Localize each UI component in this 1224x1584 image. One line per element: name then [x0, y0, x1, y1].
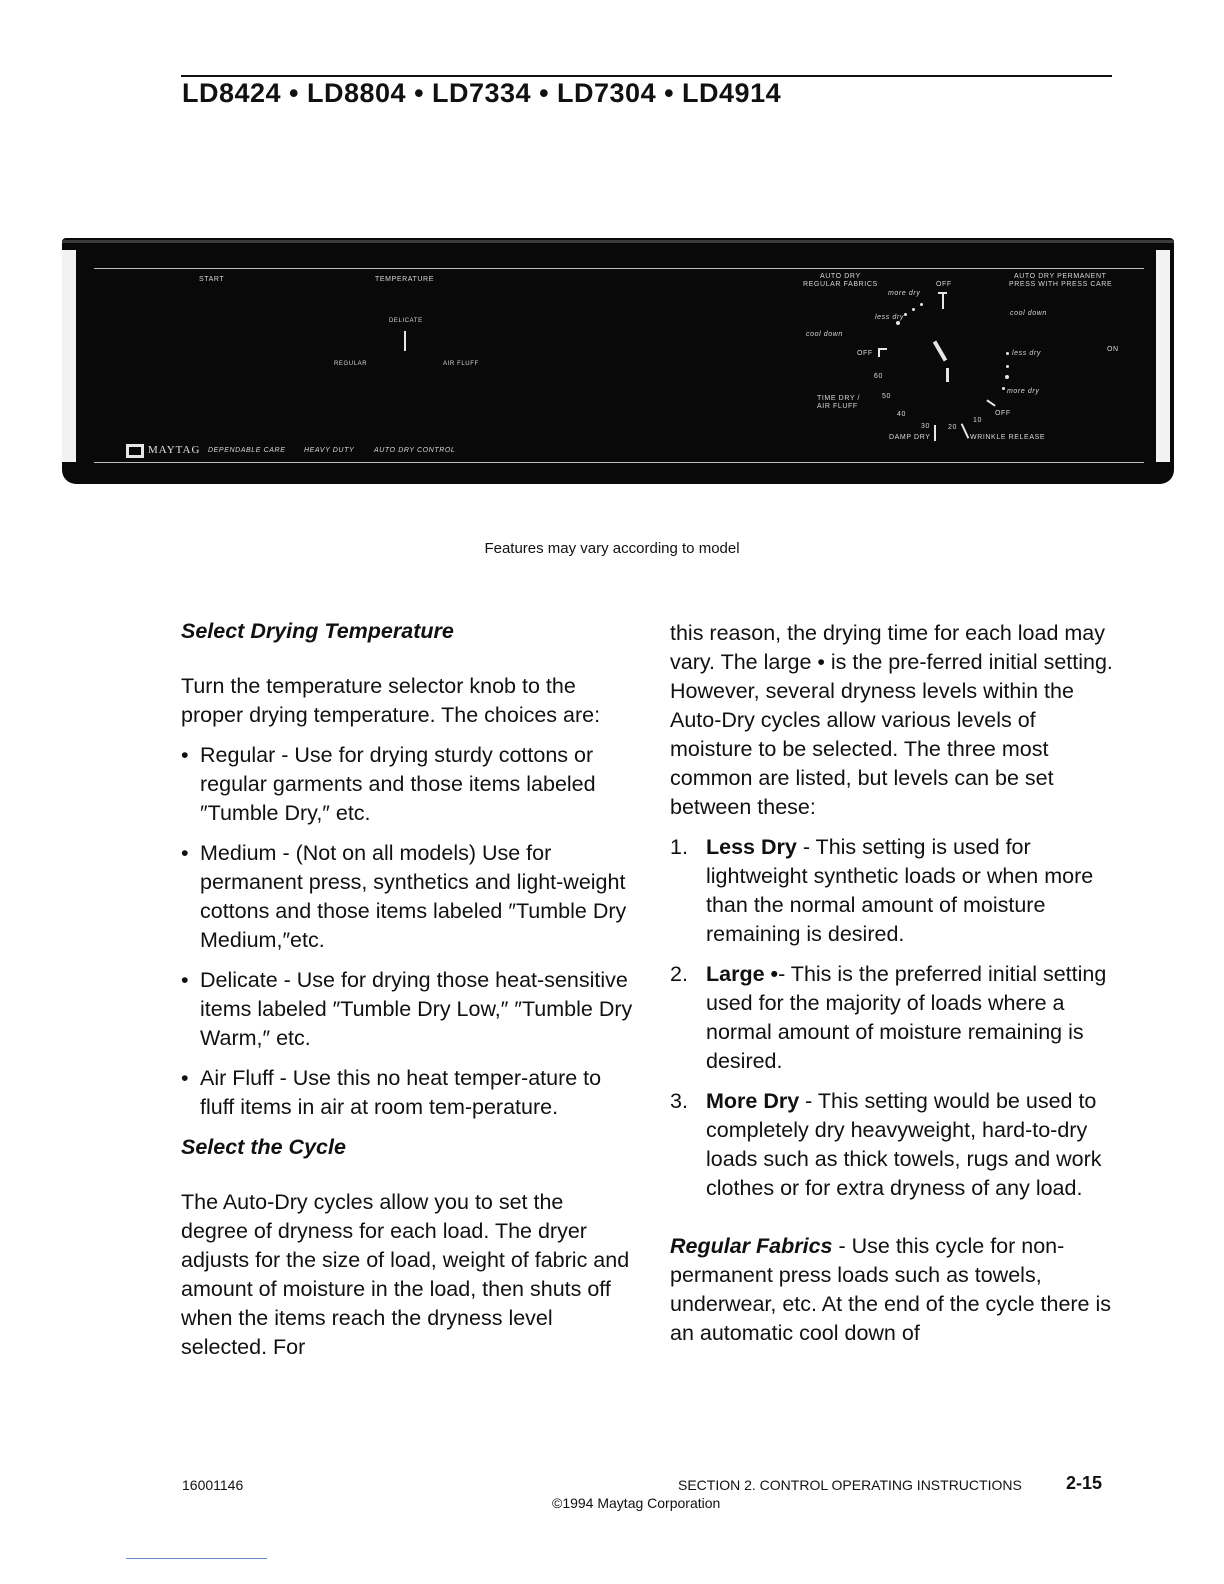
list-item-large-dot [670, 960, 1116, 1076]
maytag-logo-icon [126, 444, 144, 458]
bullet-air-fluff: • Air Fluff - Use this no heat temper-ature to fluff items in air at room tem-perature. [181, 1064, 633, 1122]
list-text: - This setting would be used to completely dry heavyweight, hard-to-dry loads such as thick towels, rugs and work clothes or for extra dryness of any load. [706, 1089, 1102, 1200]
regular-label: REGULAR [334, 361, 368, 367]
header-rule [181, 75, 1112, 77]
heading-select-temperature: Select Drying Temperature [181, 619, 454, 643]
auto-dry-control-label: AUTO DRY CONTROL [374, 447, 456, 454]
panel-right-edge [1156, 250, 1170, 462]
list-number: 1. [670, 835, 688, 859]
footer-short-rule [126, 1558, 267, 1559]
off-top-label: OFF [936, 281, 952, 288]
image-caption: Features may vary according to model [484, 540, 740, 557]
temperature-label: TEMPERATURE [375, 276, 434, 283]
dryness-dot [904, 313, 907, 316]
dryness-dot [1006, 365, 1009, 368]
less-dry-label-left: less dry [875, 314, 904, 321]
less-dry-label-right: less dry [1012, 350, 1041, 357]
air-fluff-cycle-label: AIR FLUFF [817, 403, 858, 410]
page-number: 2-15 [1066, 1473, 1103, 1493]
right-column [670, 619, 1116, 1348]
cool-down-label-right: cool down [1010, 310, 1047, 317]
bullet-regular: • Regular - Use for drying sturdy cottons or regular garments and those items labeled ″Tumble Dry,″ etc. [181, 741, 633, 828]
list-term: Large • [706, 962, 779, 986]
off-right-label: OFF [995, 410, 1011, 417]
heading-select-cycle: Select the Cycle [181, 1135, 346, 1159]
forty-label: 40 [897, 411, 906, 418]
heavy-duty-label: HEAVY DUTY [304, 447, 355, 454]
regular-fabrics-paragraph [670, 1232, 1116, 1348]
list-item-more-dry [670, 1087, 1116, 1203]
dryness-dot [896, 321, 900, 325]
start-label: START [199, 276, 225, 283]
bullet-medium: • Medium - (Not on all models) Use for permanent press, synthetics and light-weight cottons and those items labeled ″Tumble Dry Medium,″etc. [181, 839, 633, 955]
more-dry-label-left: more dry [888, 290, 921, 297]
continued-paragraph: this reason, the drying time for each load may vary. The large • is the pre-ferred initial setting. However, several dryness levels within the Auto-Dry cycles allow various levels of moisture to be selected. The three most common are listed, but levels can be set between these: [670, 621, 1113, 819]
damp-dry-mark [934, 425, 936, 441]
list-number: 2. [670, 962, 688, 986]
dryness-dot [920, 303, 923, 306]
list-item-less-dry [670, 833, 1116, 949]
wrinkle-release-label: WRINKLE RELEASE [970, 434, 1046, 441]
list-term: Less Dry [706, 835, 797, 859]
dryness-dot [1002, 387, 1005, 390]
dryness-dot [1006, 352, 1009, 355]
regular-fabrics-label: REGULAR FABRICS [803, 281, 878, 288]
auto-dry-label: AUTO DRY [820, 273, 861, 280]
off-top-stem [942, 292, 944, 309]
cycle-paragraph: The Auto-Dry cycles allow you to set the degree of dryness for each load. The dryer adjusts for the size of load, weight of fabric and amount of moisture in the load, then shuts off when the items reach the dryness level selected. For [181, 1190, 630, 1359]
off-left-mark-stem [878, 348, 880, 357]
damp-dry-label: DAMP DRY [889, 434, 931, 441]
cool-down-label-left: cool down [806, 331, 843, 338]
panel-inner-bottom-line [94, 462, 1144, 463]
regular-fabrics-term: Regular Fabrics [670, 1234, 833, 1258]
sixty-label: 60 [874, 373, 883, 380]
on-label: ON [1107, 346, 1119, 353]
left-column [181, 617, 633, 1362]
list-text: - This is the preferred initial setting used for the majority of loads where a normal amount of moisture remaining is desired. [706, 962, 1107, 1073]
air-fluff-label: AIR FLUFF [443, 361, 479, 367]
dryness-dot [1005, 375, 1009, 379]
twenty-label: 20 [948, 424, 957, 431]
dependable-care-label: DEPENDABLE CARE [208, 447, 286, 454]
off-left-label: OFF [857, 350, 873, 357]
temperature-intro: Turn the temperature selector knob to the proper drying temperature. The choices are: [181, 674, 601, 727]
temperature-knob-pointer [404, 331, 406, 351]
list-number: 3. [670, 1089, 688, 1113]
cycle-knob-mark [946, 368, 949, 382]
panel-top-trim [62, 240, 1174, 243]
model-numbers-title: LD8424 • LD8804 • LD7334 • LD7304 • LD4914 [182, 78, 782, 108]
section-title: SECTION 2. CONTROL OPERATING INSTRUCTIONS [678, 1477, 1022, 1493]
list-text: - This setting is used for lightweight synthetic loads or when more than the normal amount of moisture remaining is desired. [706, 835, 1094, 946]
more-dry-label-right: more dry [1007, 388, 1040, 395]
doc-number: 16001146 [182, 1477, 244, 1493]
thirty-label: 30 [921, 423, 930, 430]
bullet-delicate: • Delicate - Use for drying those heat-sensitive items labeled ″Tumble Dry Low,″ ″Tumble Dry Warm,″ etc. [181, 966, 633, 1053]
fifty-label: 50 [882, 393, 891, 400]
press-care-label: PRESS WITH PRESS CARE [1009, 281, 1113, 288]
ten-label: 10 [973, 417, 982, 424]
list-term: More Dry [706, 1089, 800, 1113]
maytag-brand: MAYTAG [148, 444, 201, 456]
time-dry-label: TIME DRY / [817, 395, 861, 402]
panel-left-edge [62, 250, 76, 462]
regular-fabrics-text: - Use this cycle for non-permanent press loads such as towels, underwear, etc. At the end of the cycle there is an automatic cool down of [670, 1234, 1112, 1345]
copyright: ©1994 Maytag Corporation [552, 1495, 721, 1511]
panel-inner-top-line [94, 268, 1144, 269]
dryness-dot [912, 308, 915, 311]
delicate-label: DELICATE [389, 318, 423, 324]
auto-dry-permanent-label: AUTO DRY PERMANENT [1014, 273, 1107, 280]
